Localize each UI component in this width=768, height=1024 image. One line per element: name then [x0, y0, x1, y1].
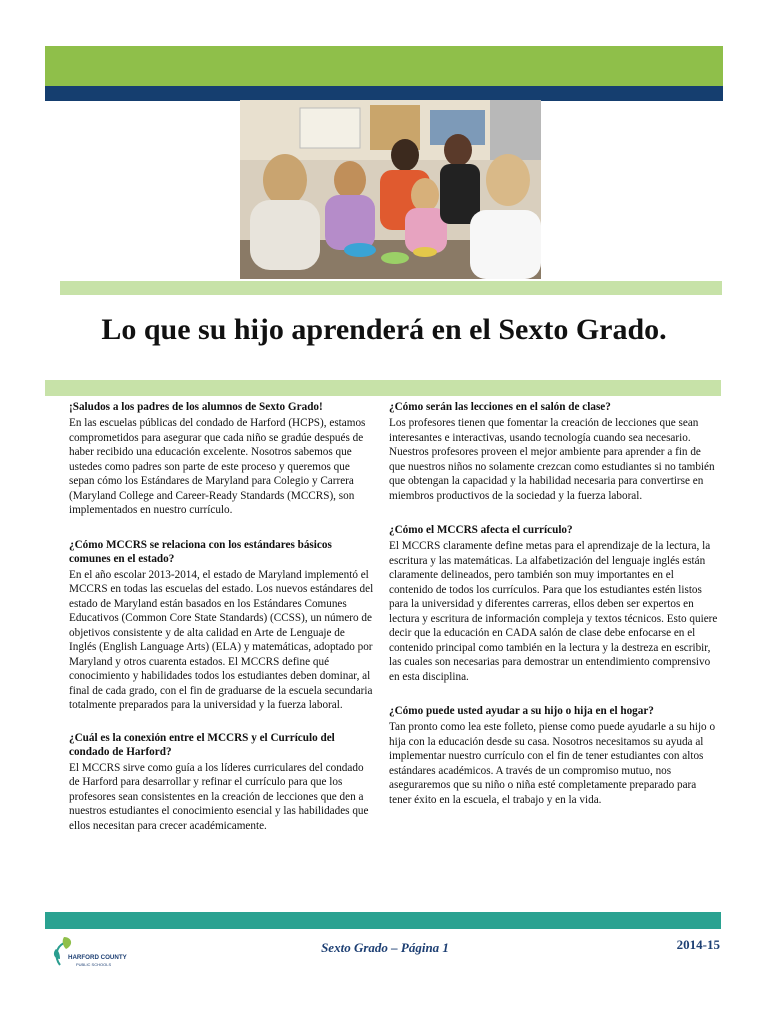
logo-line-2: PUBLIC SCHOOLS: [76, 962, 112, 967]
section-lessons: [389, 400, 719, 503]
section-curriculum-connection: [69, 731, 374, 834]
section-body: El MCCRS claramente define metas para el aprendizaje de la lectura, la escritura y las matemáticas. La alfabetización del lenguaje inglés están claramente delineados, pero también son muy importantes en el contenido de todos los currículos. Para que los estudiantes estén listos para la universidad y diferentes carreras, ellos deben ser expertos en lectura y escritura de información compleja y textos técnicos. Esto quiere decir que la educación en CADA salón de clase debe enfocarse en el contenido principal como también en la lectura y la destreza en escribir, las cuales son necesarias para demostrar un entendimiento comprensivo en esta disciplina.: [389, 540, 718, 683]
divider-band-top: [60, 281, 722, 295]
harford-logo: [50, 935, 130, 973]
section-heading: ¡Saludos a los padres de los alumnos de Sexto Grado!: [69, 401, 323, 413]
section-body: En el año escolar 2013-2014, el estado de Maryland implementó el MCCRS en todas las escuelas del estado. Los nuevos estándares del estado de Maryland están basados en los Estándares Comunes Educativos (Common Core State Standards) (CCSS), un número de objetivos consistente y de alta calidad en Arte de Lenguaje de Inglés (English Language Arts) (ELA) y matemáticas, adoptado por Maryland y otros cuarenta estados. El MCCRS define qué conocimiento y habilidades todos los estudiantes deben dominar, al final de cada grado, con el fin de graduarse de la escuela secundaria totalmente preparados para la universidad y la fuerza laboral.: [69, 568, 374, 711]
section-mccrs-relation: [69, 538, 374, 713]
section-curriculum-effect: [389, 523, 719, 684]
right-column: [389, 400, 719, 821]
section-body: Tan pronto como lea este folleto, piense como puede ayudarle a su hijo o hija con la educación desde su casa. Nosotros necesitamos su ayuda al implementar nuestro currículo con el fin de tener estudiantes con altos estándares académicos. A través de un compromiso mutuo, nos aseguraremos que su niño o niña esté completamente preparado para tener éxito en la escuela, el trabajo y en la vida.: [389, 721, 716, 806]
section-heading: ¿Cómo puede usted ayudar a su hijo o hija en el hogar?: [389, 705, 654, 717]
header-navy-band: [45, 86, 723, 101]
page-title: Lo que su hijo aprenderá en el Sexto Grado.: [101, 313, 667, 346]
section-body: El MCCRS sirve como guía a los líderes curriculares del condado de Harford para desarrollar y refinar el currículo para que los profesores sean consistentes en la creación de lecciones que den a nuestros estudiantes el conocimiento esencial y las habilidades que ellos necesitan para crecer académicamente.: [69, 761, 369, 832]
section-home-help: [389, 704, 719, 807]
section-heading: ¿Cómo serán las lecciones en el salón de clase?: [389, 401, 611, 413]
footer-teal-band: [45, 912, 721, 929]
classroom-photo: [240, 100, 541, 279]
section-heading: ¿Cómo el MCCRS afecta el currículo?: [389, 524, 573, 536]
logo-line-1: HARFORD COUNTY: [68, 954, 127, 961]
section-body: Los profesores tienen que fomentar la creación de lecciones que sean interesantes e interactivas, usando tecnología cuando sea necesario. Nuestros profesores proveen el mejor ambiente para aprender a fin de que nuestros niños no solamente crezcan como estudiantes si no también que obtengan la capacidad y la habilidad necesaria para convertirse en miembros productivos de la sociedad y la fuerza laboral.: [389, 417, 715, 502]
section-body: En las escuelas públicas del condado de Harford (HCPS), estamos comprometidos para asegurar que cada niño se gradúe después de haber recibido una educación excelente. Nosotros sabemos que ustedes como padres son parte de este proceso y queremos que sepan cómo los Estándares de Maryland para Colegio y Carrera (Maryland College and Career-Ready Standards (MCCRS), son implementados en nuestro currículo.: [69, 417, 366, 516]
footer-page-label: Sexto Grado – Página 1: [321, 940, 449, 955]
divider-band-bottom: [45, 380, 721, 396]
section-heading: ¿Cómo MCCRS se relaciona con los estándares básicos comunes en el estado?: [69, 538, 332, 565]
footer-year: 2014-15: [676, 937, 720, 952]
harford-leaf-logo-icon: [50, 935, 130, 973]
section-greeting: [69, 400, 374, 518]
header-green-band: [45, 46, 723, 86]
left-column: [69, 400, 374, 847]
section-heading: ¿Cuál es la conexión entre el MCCRS y el Currículo del condado de Harford?: [69, 731, 335, 758]
